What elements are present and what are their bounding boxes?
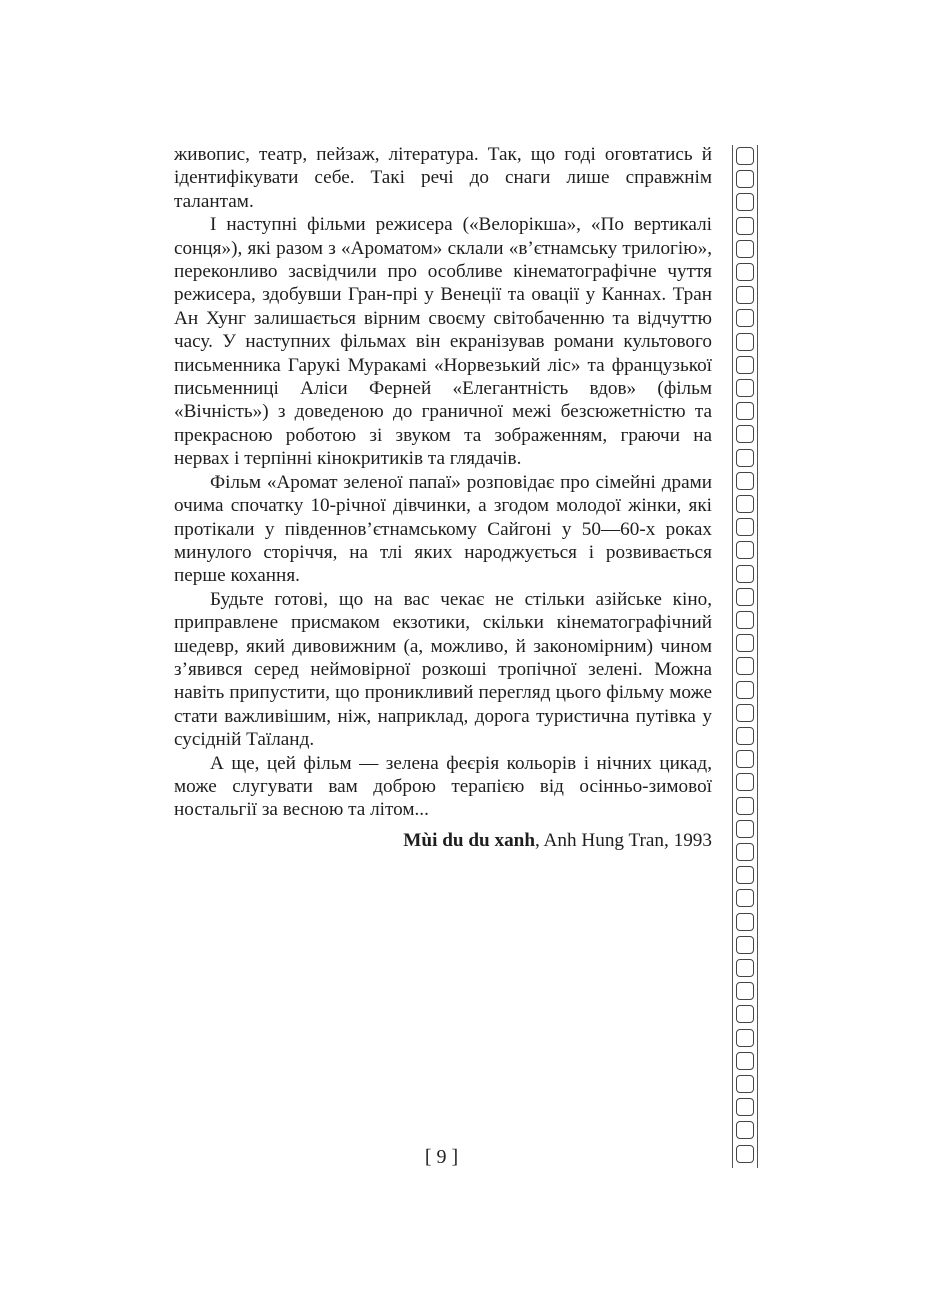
paragraph-2: І наступні фільми режисера («Велорікша», «По вертикалі сонця»), які разом з «Ароматом» склали «в’єтнамську трилогію», переконливо засвідчили про особливе кінематографічне чуття режисера, здобувши Гран-прі у Венеції та овації у Каннах. Тран Ан Хунг залишається вірним своєму світобаченню та відчуттю часу. У наступних фільмах він екранізував романи культового письменника Гарукі Муракамі «Норвезький ліс» та французької письменниці Аліси Ферней «Елегантність вдов» (фільм «Вічність») з доведеною до граничної межі безсюжетністю та прекрасною роботою зі звуком та зображенням, граючи на нервах і терпінні кінокритиків та глядачів. (174, 214, 712, 470)
film-frame-icon (736, 727, 754, 745)
film-frame-icon (736, 681, 754, 699)
film-frame-icon (736, 263, 754, 281)
film-frame-icon (736, 704, 754, 722)
film-frame-icon (736, 843, 754, 861)
film-frame-icon (736, 449, 754, 467)
film-credits: , Anh Hung Tran, 1993 (535, 829, 712, 851)
film-frame-icon (736, 820, 754, 838)
film-frame-icon (736, 170, 754, 188)
film-frame-icon (736, 959, 754, 977)
film-frame-icon (736, 541, 754, 559)
film-frame-icon (736, 565, 754, 583)
film-frame-icon (736, 379, 754, 397)
film-strip-icon (732, 145, 758, 1168)
film-title: Mùi du du xanh (403, 829, 536, 851)
film-frame-icon (736, 866, 754, 884)
film-frame-icon (736, 217, 754, 235)
paragraph-4: Будьте готові, що на вас чекає не стільки азійське кіно, приправлене присмаком екзотики, скільки кінематографічний шедевр, який дивовижним (а, можливо, й закономірним) чином з’явився серед неймовірної розкоші тропічної зелені. Можна навіть припустити, що проникливий перегляд цього фільму може стати важливішим, ніж, наприклад, дорога туристична путівка у сусідній Таїланд. (174, 588, 712, 751)
film-frame-icon (736, 495, 754, 513)
paragraph-5: А ще, цей фільм — зелена феєрія кольорів і нічних цикад, може слугувати вам доброю терапією від осінньо-зимової ностальгії за весною та літом... (174, 752, 712, 821)
body-text (174, 143, 712, 852)
film-frame-icon (736, 588, 754, 606)
film-frame-icon (736, 657, 754, 675)
film-frame-icon (736, 402, 754, 420)
film-frame-icon (736, 240, 754, 258)
film-frame-icon (736, 634, 754, 652)
film-frame-icon (736, 286, 754, 304)
film-frame-icon (736, 797, 754, 815)
film-frame-icon (736, 472, 754, 490)
film-frame-icon (736, 750, 754, 768)
film-frame-icon (736, 611, 754, 629)
paragraph-3: Фільм «Аромат зеленої папаї» розповідає про сімейні драми очима спочатку 10-річної дівчинки, а згодом молодої жінки, які протікали у південнов’єтнамському Сайгоні у 50—60-х роках минулого сторіччя, на тлі яких народжується і розвивається перше кохання. (174, 471, 712, 587)
film-frame-icon (736, 773, 754, 791)
film-frame-icon (736, 518, 754, 536)
film-frame-icon (736, 982, 754, 1000)
film-frame-icon (736, 936, 754, 954)
film-frame-icon (736, 1005, 754, 1023)
film-frame-icon (736, 333, 754, 351)
film-frame-icon (736, 1098, 754, 1116)
film-frame-icon (736, 913, 754, 931)
film-frame-icon (736, 356, 754, 374)
film-frame-icon (736, 1075, 754, 1093)
film-frame-icon (736, 309, 754, 327)
film-frame-icon (736, 147, 754, 165)
film-frame-icon (736, 193, 754, 211)
page-number: [ 9 ] (424, 1146, 459, 1168)
film-frame-icon (736, 889, 754, 907)
paragraph-1: живопис, театр, пейзаж, література. Так, що годі оговтатись й ідентифікувати себе. Такі речі до снаги лише справжнім талантам. (174, 144, 712, 212)
film-frame-icon (736, 1052, 754, 1070)
film-frame-icon (736, 1029, 754, 1047)
film-frame-icon (736, 425, 754, 443)
film-frame-icon (736, 1121, 754, 1139)
film-signature (174, 829, 712, 852)
